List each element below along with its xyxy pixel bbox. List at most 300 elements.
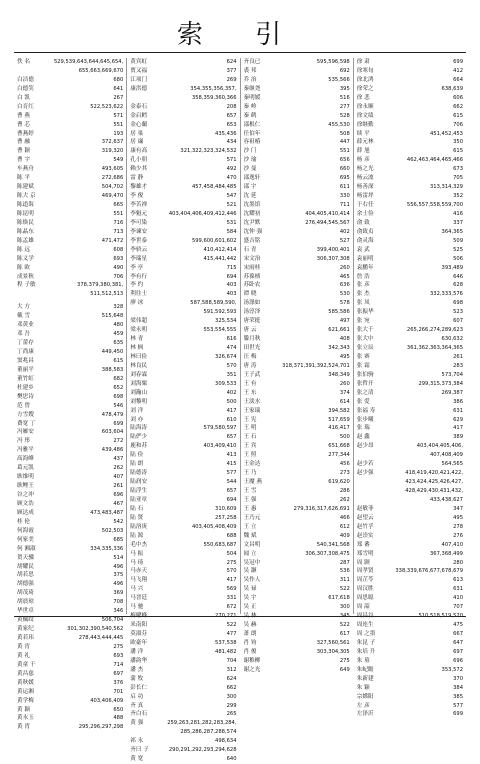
index-entry [17, 411, 123, 420]
index-pages: 615 [113, 357, 124, 364]
index-pages: 680 [113, 76, 124, 83]
index-entry [17, 437, 123, 446]
index-term: 徐北鸿 [356, 76, 374, 83]
index-entry [357, 85, 463, 94]
index-entry [244, 585, 350, 594]
index-term: 葛元凯 [17, 465, 34, 472]
index-term: 刘 洋 [130, 407, 144, 414]
index-pages: 346 [113, 608, 124, 615]
index-entry [130, 755, 236, 764]
index-term: 滕月秋 [243, 336, 261, 343]
index-entry [244, 576, 350, 585]
index-term: 左泽沂 [356, 711, 374, 718]
index-term: 马飞翔 [130, 577, 148, 584]
index-entry [244, 567, 350, 576]
index-term: 黄若玮 [17, 635, 34, 641]
index-pages: 531 [226, 219, 237, 226]
index-term: 王 乃 [243, 470, 257, 477]
index-entry [244, 505, 350, 514]
index-pages: 283 [453, 362, 463, 369]
index-pages: 299,315,373,384 [418, 380, 463, 387]
index-pages: 529,539,643,644,645,654, [53, 59, 124, 65]
index-term: 秦 鹤 [243, 112, 257, 119]
index-entry [357, 407, 463, 416]
index-pages: 704 [226, 657, 237, 664]
index-entry [130, 469, 236, 478]
index-pages: 650 [113, 706, 124, 713]
index-term: 马赤天 [130, 568, 148, 575]
index-pages: 277 [339, 103, 350, 110]
index-entry [244, 398, 350, 407]
index-pages: 551 [113, 121, 124, 128]
index-entry [357, 621, 463, 630]
index-term: 江项门 [130, 76, 148, 83]
index-pages: 352 [453, 193, 463, 200]
index-term: 陈晶东 [17, 228, 34, 235]
index-pages: 467 [113, 500, 124, 507]
index-entry [17, 290, 123, 299]
index-pages: 272 [113, 438, 124, 445]
index-term: 何家美 [17, 536, 34, 543]
index-term: 陆 朗 [130, 461, 144, 468]
index-entry [357, 308, 463, 317]
index-term: 杨 彦 [356, 157, 370, 164]
index-entry [244, 594, 350, 603]
index-term: 陆溶庚 [130, 523, 148, 530]
index-pages: 260 [339, 380, 350, 387]
index-pages: 612 [339, 523, 350, 530]
index-term: 张 赛 [356, 353, 370, 360]
index-pages: 614 [339, 398, 350, 405]
index-entry [244, 264, 350, 273]
index-term: 王 东 [243, 389, 257, 396]
bottom-rule [14, 616, 466, 617]
index-entry [244, 58, 350, 67]
index-entry [357, 219, 463, 228]
index-entry [17, 237, 123, 246]
index-term: 耿维明 [17, 474, 34, 481]
index-pages: 403 [226, 282, 237, 289]
index-pages: 325,534 [215, 318, 237, 325]
index-term: 田世光 [243, 345, 261, 351]
index-pages: 367,368,499 [429, 550, 463, 557]
index-pages: 285,286,287,288,574 [180, 729, 237, 736]
index-entry [17, 571, 123, 580]
index-term: 金启鳕 [130, 112, 148, 119]
index-entry [357, 264, 463, 273]
index-term: 白洁德 [17, 76, 34, 83]
index-entry [244, 416, 350, 425]
index-pages: 418,419,420,421,422, [405, 470, 463, 477]
index-pages: 667 [453, 631, 463, 637]
index-pages: 493,605 [101, 166, 124, 173]
index-entry [244, 201, 350, 210]
index-entry [244, 648, 350, 657]
index-entry [357, 237, 463, 246]
index-pages: 500 [226, 398, 237, 405]
index-pages: 546 [113, 402, 124, 409]
index-pages: 451,452,453 [429, 130, 463, 137]
index-term: 曹 燕 [17, 112, 30, 119]
index-term: 周连生 [356, 622, 374, 629]
index-term: 邓黄业 [17, 322, 34, 329]
index-pages: 694 [226, 273, 237, 280]
index-entry [17, 375, 123, 384]
index-pages: 629 [453, 416, 463, 423]
index-pages: 504 [226, 550, 237, 557]
index-term: 俞灵海 [356, 237, 374, 244]
index-entry [130, 710, 236, 719]
index-term: 肖 钧 [243, 639, 257, 646]
index-term: 董竹虹 [17, 375, 34, 382]
index-entry [244, 130, 350, 139]
index-entry [357, 112, 463, 121]
index-term: 王 宾 [243, 443, 257, 450]
index-term: 黄运湘 [17, 688, 34, 695]
index-pages: 672 [226, 604, 237, 611]
index-term: 张 瑞 [356, 425, 370, 432]
index-pages: 528 [339, 112, 350, 119]
index-entry [357, 326, 463, 335]
index-entry [130, 433, 236, 442]
index-term: 黄 胄 [17, 724, 30, 731]
index-pages: 697 [113, 670, 124, 677]
index-pages: 330 [339, 193, 350, 200]
index-pages: 413 [226, 452, 237, 459]
index-entry [17, 273, 123, 282]
index-term: 徐寒旬 [356, 67, 374, 74]
index-term: 廖 冰 [130, 300, 144, 307]
index-pages: 312 [226, 666, 237, 673]
index-term: 周孝贤 [356, 568, 374, 575]
index-term: 张福 寿 [356, 407, 376, 414]
index-pages: 459 [113, 331, 124, 338]
index-entry [244, 290, 350, 299]
index-entry [244, 94, 350, 103]
index-pages: 522 [226, 622, 237, 629]
index-pages: 257,258 [215, 514, 237, 521]
index-entry [130, 389, 236, 398]
index-pages: 309,533 [215, 380, 237, 387]
index-pages: 311 [339, 577, 350, 584]
index-pages: 402 [226, 389, 237, 396]
index-entry [357, 460, 463, 469]
index-term: 陆 贤 [130, 514, 144, 521]
index-pages: 358,359,360,366 [191, 94, 237, 101]
index-entry [244, 523, 350, 532]
index-pages: 549 [113, 157, 124, 164]
index-pages: 466 [339, 514, 350, 521]
index-pages: 310,609 [215, 505, 237, 512]
index-entry [17, 219, 123, 228]
index-entry [17, 670, 123, 679]
index-term: 张 杰 [356, 291, 370, 298]
index-term: 王 明 [243, 425, 257, 432]
index-term: 李 俊 [130, 193, 144, 200]
index-pages: 523 [453, 309, 463, 316]
index-entry [17, 357, 123, 366]
index-pages: 272,686 [101, 175, 124, 182]
index-term: 吴作人 [243, 577, 261, 584]
index-pages: 616 [226, 336, 237, 343]
index-entry [17, 625, 123, 634]
index-pages: 540,341,568 [316, 541, 350, 548]
index-entry [357, 630, 463, 639]
index-entry [17, 393, 123, 402]
index-pages: 521 [226, 202, 237, 208]
index-term: 俞 致 [356, 219, 370, 226]
index-pages: 685 [113, 536, 124, 543]
index-entry [130, 58, 236, 67]
index-term: 邓 吾 [17, 331, 30, 338]
index-pages: 617 [339, 631, 350, 637]
index-pages: 646 [453, 273, 463, 280]
index-column-2 [126, 58, 239, 763]
index-term: 杨之光 [356, 166, 374, 173]
index-entry [130, 219, 236, 228]
index-term: 黄 礼 [17, 652, 30, 659]
index-pages: 553,554,555 [203, 327, 237, 334]
index-term: 毛中杰 [130, 541, 148, 548]
index-pages: 708 [113, 599, 124, 606]
index-pages: 641 [113, 85, 124, 92]
index-entry [244, 630, 350, 639]
index-term: 刘春霖 [130, 371, 148, 378]
index-entry [130, 290, 236, 299]
index-entry [244, 299, 350, 308]
index-term: 利往士 [130, 291, 148, 298]
index-pages: 664 [453, 76, 463, 83]
index-pages: 384 [453, 684, 463, 691]
index-entry [17, 723, 123, 732]
index-entry [17, 321, 123, 330]
index-pages: 525 [453, 246, 463, 253]
index-term: 齐良已 [243, 59, 261, 65]
index-pages: 578 [339, 300, 350, 307]
index-entry [130, 693, 236, 702]
index-entry [17, 500, 123, 509]
index-pages: 259,263,281,282,283,284, [167, 720, 237, 727]
index-entry [357, 657, 463, 666]
index-pages: 300 [226, 693, 237, 700]
index-pages: 665 [113, 202, 124, 208]
index-pages: 699 [453, 711, 463, 718]
index-entry [130, 621, 236, 630]
index-entry [17, 428, 123, 437]
index-term: 陈孟雄 [17, 237, 34, 244]
index-pages: 385 [453, 693, 463, 700]
index-term: 白 凯 [17, 94, 30, 101]
index-term: 赵敏菲 [356, 505, 374, 512]
index-pages: 331 [226, 595, 237, 602]
index-pages: 299 [226, 702, 237, 709]
index-term: 汤涤如 [243, 300, 261, 307]
index-pages: 410,412,414 [203, 246, 237, 253]
index-term: 祁 永 [130, 738, 144, 745]
index-entry [17, 545, 123, 554]
index-term: 曹燕婷 [17, 130, 34, 137]
index-entry [357, 94, 463, 103]
index-entry [244, 255, 350, 264]
index-pages: 649 [339, 666, 350, 673]
index-entry [244, 121, 350, 130]
index-entry [17, 616, 123, 625]
index-term: 李有行 [130, 273, 148, 280]
index-entry [357, 130, 463, 139]
index-pages: 504,702 [101, 184, 124, 191]
index-pages: 374 [339, 389, 350, 396]
index-term: 续 平 [356, 130, 370, 137]
index-entry [357, 371, 463, 380]
index-entry [17, 312, 123, 321]
index-entry [17, 589, 123, 598]
index-term: 赵崇实 [356, 532, 374, 539]
index-term: 杨云波 [356, 175, 374, 182]
index-entry [130, 666, 236, 675]
index-term: 齐白石 [130, 711, 148, 718]
index-entry [244, 550, 350, 559]
index-entry [17, 598, 123, 607]
index-term: 朱昆 子 [356, 639, 376, 646]
index-entry [130, 380, 236, 389]
index-term: 王家瑞 [243, 407, 261, 414]
index-term: 陆浮生 [130, 488, 148, 494]
index-pages: 662 [453, 103, 463, 110]
index-entry [17, 281, 123, 290]
index-entry [17, 652, 123, 661]
index-entry [357, 299, 463, 308]
index-pages: 332,333,576 [429, 291, 463, 298]
index-entry [130, 719, 236, 728]
index-term: 裘 邦 [243, 67, 257, 74]
index-pages: 433,438,627 [429, 496, 463, 503]
index-term: 周 韶 [356, 604, 370, 611]
index-entry [130, 130, 236, 139]
index-term: 潘 洋 [130, 648, 144, 655]
index-term: 王 强 [243, 496, 257, 503]
index-term: 陆亚章 [130, 496, 148, 503]
index-term: 谭 晓 [243, 291, 257, 298]
index-term: 徐荣之 [356, 85, 374, 92]
index-entry [17, 536, 123, 545]
index-pages: 415,441,442 [203, 255, 237, 262]
index-entry [130, 121, 236, 130]
index-pages: 615 [453, 112, 463, 119]
index-pages: 636 [339, 282, 350, 289]
index-entry [357, 281, 463, 290]
index-entry [17, 402, 123, 411]
index-term: 张伯驹 [356, 371, 374, 378]
index-term: 胡晨琼 [17, 599, 34, 606]
index-term: 沈 延 [243, 193, 257, 200]
index-term: 曹 融 [17, 139, 30, 146]
index-term: 宗嫦阳 [356, 693, 374, 700]
index-entry [244, 103, 350, 112]
index-entry [244, 451, 350, 460]
index-term: 刘海粟 [130, 380, 148, 387]
index-entry [244, 112, 350, 121]
index-pages: 628 [453, 282, 463, 289]
index-term: 顾文浩 [17, 500, 34, 507]
index-term: 徐 肃 [356, 59, 370, 65]
index-entry [130, 460, 236, 469]
index-term: 赵 鑫 [356, 434, 370, 441]
index-entry [244, 469, 350, 478]
index-entry [244, 621, 350, 630]
index-entry [17, 643, 123, 652]
index-term: 窦兆昌 [17, 357, 34, 364]
index-term: 王子武 [243, 371, 261, 378]
index-pages: 694 [226, 496, 237, 503]
index-entry [357, 559, 463, 568]
index-pages: 693 [113, 652, 124, 659]
index-term: 李 灼 [130, 282, 144, 289]
index-pages: 465 [339, 273, 350, 280]
index-term: 陈 平 [17, 175, 30, 182]
index-term: 邵根仁 [243, 121, 261, 128]
index-pages: 496 [113, 581, 124, 588]
index-entry [17, 228, 123, 237]
index-entry [17, 210, 123, 219]
index-pages: 409 [339, 532, 350, 539]
index-term: 梁伟超 [130, 318, 148, 325]
index-pages: 403,406,409 [90, 697, 124, 704]
index-pages: 417 [226, 407, 237, 414]
index-pages: 260 [339, 264, 350, 271]
index-pages: 208 [226, 103, 237, 110]
index-pages: 587,588,589,590, [190, 300, 237, 307]
index-pages: 631 [453, 586, 463, 593]
index-pages: 269 [226, 76, 237, 83]
index-entry [17, 94, 123, 103]
index-term: 黄 宵 [17, 643, 30, 650]
index-pages: 404,405,410,414 [305, 210, 350, 217]
index-term: 萧 朗 [243, 631, 257, 637]
index-entry [130, 424, 236, 433]
index-term: 吴冠中 [243, 559, 261, 566]
index-pages: 608 [113, 246, 124, 253]
index-term: 张步曦 [356, 416, 374, 423]
index-pages: 603,604 [101, 429, 124, 436]
index-entry [357, 174, 463, 183]
index-entry [130, 281, 236, 290]
index-pages: 269,387 [441, 389, 463, 396]
index-entry [17, 580, 123, 589]
index-entry [244, 165, 350, 174]
index-entry [244, 85, 350, 94]
index-entry [357, 702, 463, 711]
index-entry [17, 688, 123, 697]
index-entry [357, 290, 463, 299]
index-term: 唐荣挺 [243, 318, 261, 325]
index-entry [17, 339, 123, 348]
index-pages: 699 [113, 420, 124, 427]
index-term: 汪 梅 [243, 353, 257, 360]
index-term: 陈义学 [17, 255, 34, 262]
index-entry [357, 442, 463, 451]
index-entry [130, 442, 236, 451]
index-term: 张 彦 [356, 282, 370, 289]
index-pages: 407,408,409 [429, 452, 463, 459]
index-column-3 [240, 58, 353, 673]
index-entry [244, 514, 350, 523]
index-entry [357, 505, 463, 514]
index-pages: 682 [113, 375, 124, 382]
index-term: 王 照 [243, 452, 257, 459]
index-term: 张 霜 [356, 362, 370, 369]
index-entry [17, 330, 123, 339]
index-term: 潘韵华 [130, 657, 148, 664]
